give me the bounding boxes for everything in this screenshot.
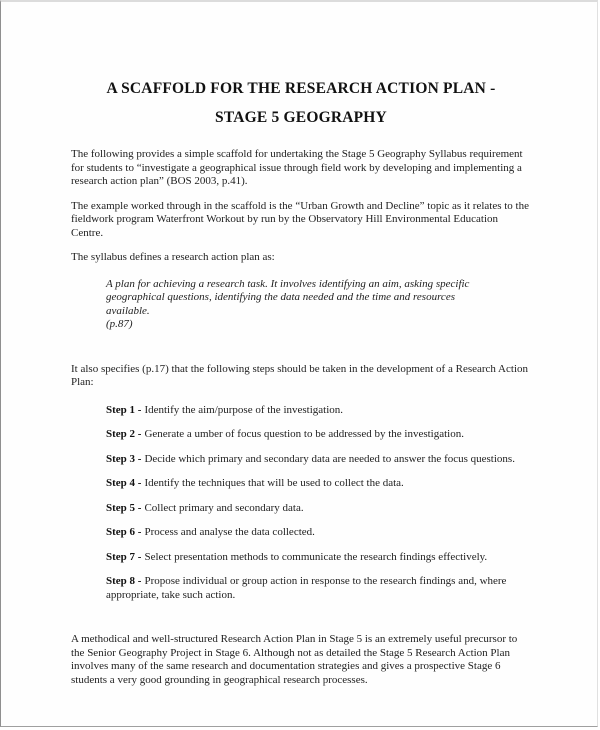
step-6-label: Step 6 - [106, 526, 142, 538]
page-title [71, 74, 531, 132]
step-6 [106, 526, 526, 540]
steps-list [71, 404, 531, 603]
example-paragraph: The example worked through in the scaffold is the “Urban Growth and Decline” topic as it relates to the fieldwork program Waterfront Workout by run by the Observatory Hill Environmental Education Centre. [71, 199, 529, 239]
syllabus-quote [106, 278, 498, 332]
step-1 [106, 404, 526, 418]
page-title-line2: STAGE 5 GEOGRAPHY [215, 109, 387, 126]
quote-citation: (p.87) [106, 318, 133, 330]
step-1-text: Identify the aim/purpose of the investigation. [144, 403, 344, 416]
step-2-label: Step 2 - [106, 428, 142, 440]
step-4-label: Step 4 - [106, 477, 142, 489]
step-6-text: Process and analyse the data collected. [144, 526, 315, 538]
step-3 [106, 453, 526, 467]
step-7-label: Step 7 - [106, 550, 142, 563]
quote-text: A plan for achieving a research task. It involves identifying an aim, asking specific geographical questions, identifying the data needed and the time and resources available. [106, 277, 470, 317]
step-5 [106, 502, 526, 516]
step-7-text: Select presentation methods to communicate the research findings effectively. [144, 550, 488, 563]
page-content [1, 74, 597, 687]
step-3-label: Step 3 - [106, 452, 142, 465]
step-7 [106, 551, 526, 565]
intro-paragraph: The following provides a simple scaffold for undertaking the Stage 5 Geography Syllabus requirement for students to “investigate a geographical issue through field work by developing and implementing a research action plan” (BOS 2003, p.41). [71, 148, 523, 187]
step-2-text: Generate a umber of focus question to be addressed by the investigation. [144, 428, 464, 440]
step-8-label: Step 8 - [106, 575, 142, 587]
step-5-label: Step 5 - [106, 501, 142, 514]
step-1-label: Step 1 - [106, 403, 142, 416]
step-4 [106, 477, 526, 491]
step-4-text: Identify the techniques that will be used to collect the data. [144, 477, 404, 489]
defines-paragraph: The syllabus defines a research action plan as: [71, 251, 275, 263]
step-8 [106, 575, 526, 602]
closing-paragraph: A methodical and well-structured Research Action Plan in Stage 5 is an extremely useful precursor to the Senior Geography Project in Stage 6. Although not as detailed the Stage 5 Research Action Plan involves many of the same research and documentation strategies and gives a prospective Stage 6 students a very good grounding in geographical research processes. [71, 633, 518, 686]
page-title-line1: A SCAFFOLD FOR THE RESEARCH ACTION PLAN - [106, 80, 496, 97]
step-5-text: Collect primary and secondary data. [144, 501, 304, 514]
step-3-text: Decide which primary and secondary data are needed to answer the focus questions. [144, 452, 515, 465]
step-2 [106, 428, 526, 442]
specifies-paragraph: It also specifies (p.17) that the following steps should be taken in the development of a Research Action Plan: [71, 362, 528, 388]
step-8-text: Propose individual or group action in response to the research findings and, where appropriate, take such action. [106, 575, 507, 601]
